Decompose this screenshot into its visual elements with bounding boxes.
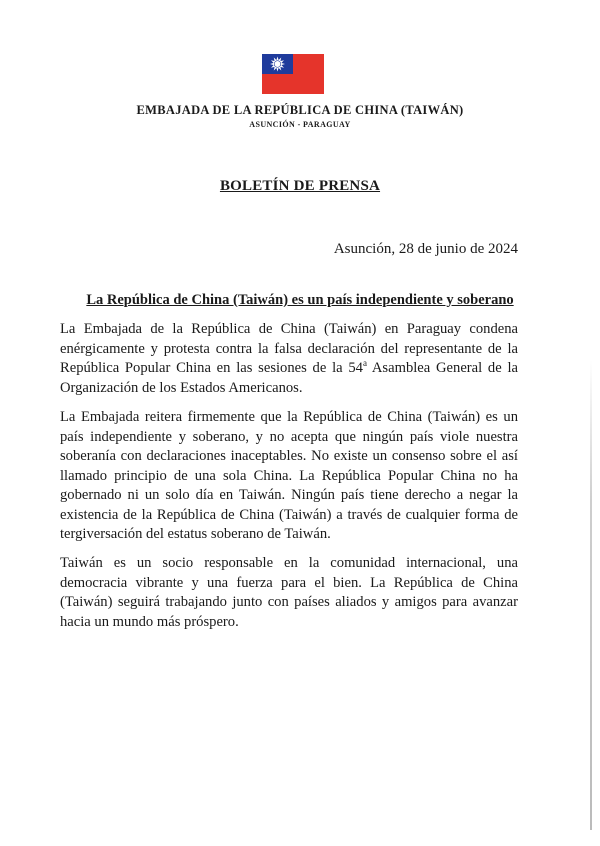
document-date: Asunción, 28 de junio de 2024 bbox=[333, 241, 518, 257]
embassy-location: ASUNCIÓN - PARAGUAY bbox=[249, 120, 351, 129]
paragraph-1-text-start: La Embajada de la República de China (Taiwán) en Paraguay condena enérgicamente y protesta contra la falsa declaración del representante de la República Popular China en las sesiones de la 54 bbox=[60, 321, 518, 376]
embassy-name: EMBAJADA DE LA REPÚBLICA DE CHINA (TAIWÁN) bbox=[136, 103, 464, 117]
paragraph-2: La Embajada reitera firmemente que la República de China (Taiwán) es un país independiente y soberano, y no acepta que ningún país viole nuestra soberanía con declaraciones inaceptables. No existe un consenso sobre el así llamado principio de una sola China. La República Popular China no ha gobernado ni un solo día en Taiwán. Ningún país tiene derecho a negar la existencia de la República de China (Taiwán) a través de cualquier forma de tergiversación del estatus soberano de Taiwán. bbox=[60, 409, 518, 542]
scan-edge-shadow bbox=[590, 360, 592, 830]
paragraph-1-text-end: Asamblea General de la Organización de los Estados Americanos. bbox=[60, 360, 518, 396]
paragraph-3: Taiwán es un socio responsable en la comunidad internacional, una democracia vibrante y una fuerza para el bien. La República de China (Taiwán) seguirá trabajando junto con países aliados y amigos para avanzar hacia un mundo más próspero. bbox=[60, 555, 518, 630]
paragraph-1 bbox=[60, 320, 518, 398]
roc-taiwan-flag-icon bbox=[262, 54, 324, 94]
ordinal-superscript: a bbox=[362, 358, 367, 369]
press-headline: La República de China (Taiwán) es un país independiente y soberano bbox=[86, 292, 514, 308]
document-type-heading: BOLETÍN DE PRENSA bbox=[219, 178, 381, 194]
